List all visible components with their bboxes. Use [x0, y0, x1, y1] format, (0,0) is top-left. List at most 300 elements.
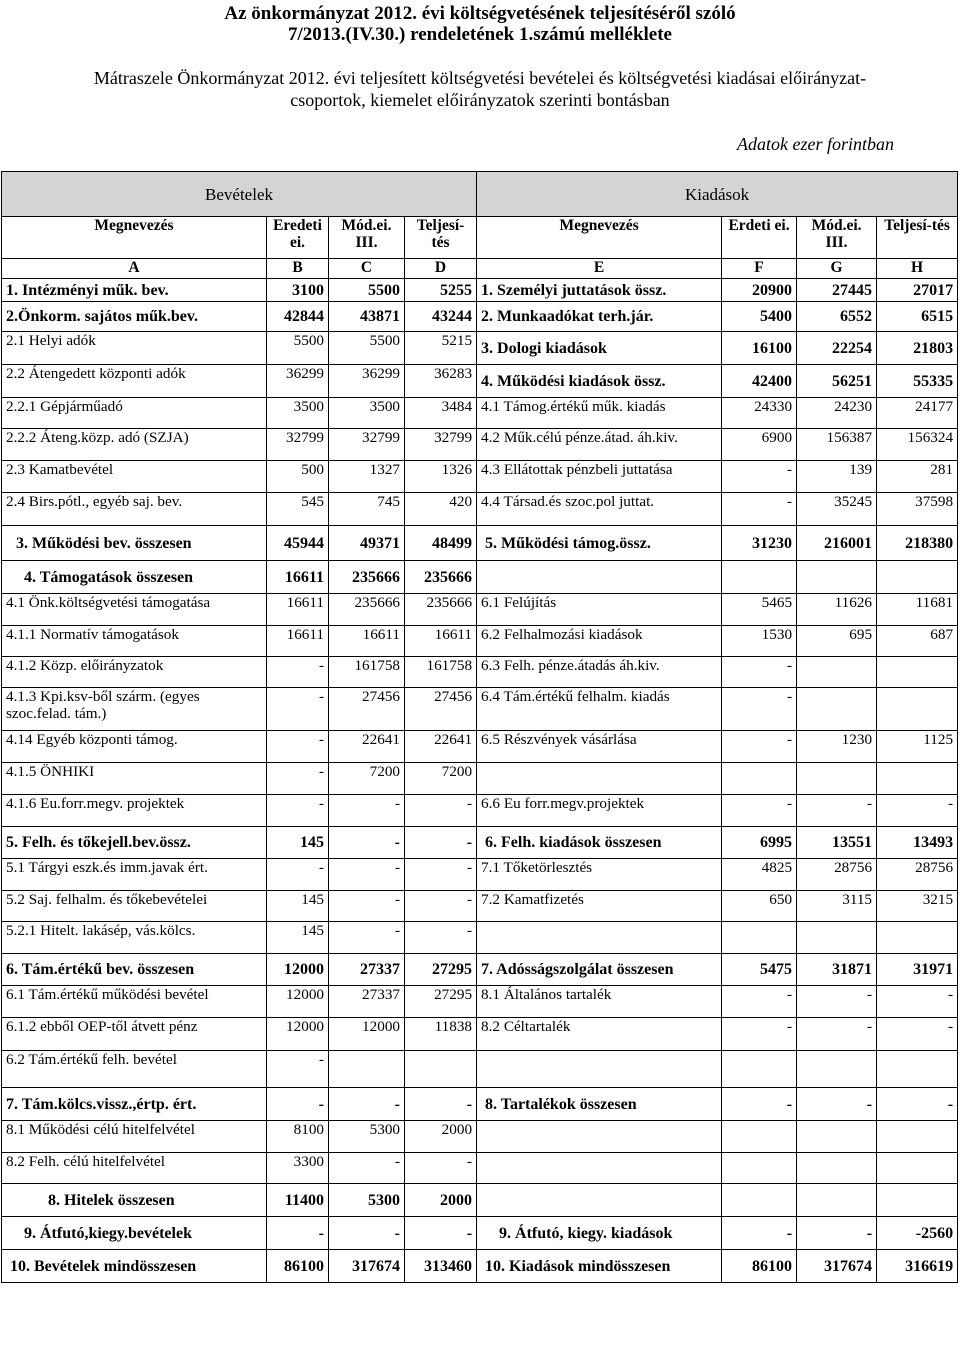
expense-original-cell: 1530: [722, 626, 797, 657]
table-row: [2, 1250, 958, 1283]
income-actual-cell: 27295: [405, 986, 477, 1018]
expense-original-cell: 5475: [722, 954, 797, 986]
expense-original-cell: -: [722, 461, 797, 493]
income-original-cell: -: [267, 688, 329, 731]
expense-name-cell: 2. Munkaadókat terh.jár.: [477, 302, 722, 332]
income-name-cell: 8.2 Felh. célú hitelfelvétel: [2, 1153, 267, 1184]
income-original-cell: 12000: [267, 954, 329, 986]
table-row: [2, 954, 958, 986]
income-original-cell: -: [267, 1217, 329, 1250]
table-row: [2, 1217, 958, 1250]
income-actual-cell: 1326: [405, 461, 477, 493]
income-actual-cell: 420: [405, 493, 477, 526]
income-original-cell: 145: [267, 891, 329, 922]
expense-modified-cell: [797, 561, 877, 594]
income-actual-cell: 161758: [405, 657, 477, 688]
expense-original-cell: [722, 561, 797, 594]
expense-actual-cell: -: [877, 795, 958, 827]
expense-actual-cell: 156324: [877, 429, 958, 461]
income-actual-cell: -: [405, 891, 477, 922]
expense-original-cell: 86100: [722, 1250, 797, 1283]
income-original-cell: 545: [267, 493, 329, 526]
expense-original-cell: -: [722, 657, 797, 688]
expense-actual-cell: 31971: [877, 954, 958, 986]
expense-name-cell: 7.2 Kamatfizetés: [477, 891, 722, 922]
expense-actual-cell: -2560: [877, 1217, 958, 1250]
expense-original-cell: 16100: [722, 332, 797, 365]
expense-original-cell: 24330: [722, 398, 797, 429]
income-actual-cell: 5215: [405, 332, 477, 365]
col-header-modified-expense: Mód.ei. III.: [797, 217, 877, 259]
expense-original-cell: [722, 1184, 797, 1217]
income-name-cell: 2.2 Átengedett központi adók: [2, 365, 267, 398]
income-original-cell: 42844: [267, 302, 329, 332]
expense-original-cell: -: [722, 493, 797, 526]
expense-original-cell: [722, 1051, 797, 1088]
income-name-cell: 9. Átfutó,kiegy.bevételek: [2, 1217, 267, 1250]
income-name-cell: 5. Felh. és tőkejell.bev.össz.: [2, 827, 267, 859]
income-original-cell: 16611: [267, 594, 329, 626]
table-row: [2, 429, 958, 461]
expense-modified-cell: 27445: [797, 279, 877, 302]
expense-modified-cell: 11626: [797, 594, 877, 626]
expense-original-cell: -: [722, 1088, 797, 1121]
expense-actual-cell: 281: [877, 461, 958, 493]
income-original-cell: 16611: [267, 626, 329, 657]
expense-name-cell: 6.3 Felh. pénze.átadás áh.kiv.: [477, 657, 722, 688]
income-name-cell: 4.1.1 Normatív támogatások: [2, 626, 267, 657]
income-original-cell: -: [267, 859, 329, 891]
income-modified-cell: 27337: [329, 954, 405, 986]
expense-original-cell: 20900: [722, 279, 797, 302]
income-name-cell: 4.1.2 Közp. előirányzatok: [2, 657, 267, 688]
table-row: [2, 332, 958, 365]
expense-name-cell: [477, 922, 722, 954]
col-header-actual-expense: Teljesí-tés: [877, 217, 958, 259]
expense-name-cell: [477, 1051, 722, 1088]
income-actual-cell: 27295: [405, 954, 477, 986]
expense-modified-cell: -: [797, 1088, 877, 1121]
income-original-cell: -: [267, 657, 329, 688]
expense-actual-cell: [877, 763, 958, 795]
income-modified-cell: 49371: [329, 526, 405, 561]
table-row: [2, 763, 958, 795]
expense-name-cell: 5. Működési támog.össz.: [477, 526, 722, 561]
expense-modified-cell: [797, 763, 877, 795]
expense-name-cell: 6.2 Felhalmozási kiadások: [477, 626, 722, 657]
expense-original-cell: -: [722, 731, 797, 763]
table-row: [2, 986, 958, 1018]
table-row: [2, 922, 958, 954]
table-row: [2, 731, 958, 763]
income-actual-cell: -: [405, 1088, 477, 1121]
expense-actual-cell: 13493: [877, 827, 958, 859]
col-header-name-income: Megnevezés: [2, 217, 267, 259]
expense-actual-cell: 316619: [877, 1250, 958, 1283]
income-original-cell: 3300: [267, 1153, 329, 1184]
income-modified-cell: 161758: [329, 657, 405, 688]
col-letter: D: [405, 259, 477, 279]
expense-actual-cell: [877, 1121, 958, 1153]
income-name-cell: 2.4 Birs.pótl., egyéb saj. bev.: [2, 493, 267, 526]
expense-original-cell: [722, 922, 797, 954]
table-row: [2, 626, 958, 657]
income-original-cell: 36299: [267, 365, 329, 398]
income-name-cell: 4.1 Önk.költségvetési támogatása: [2, 594, 267, 626]
income-original-cell: 145: [267, 827, 329, 859]
expense-modified-cell: 6552: [797, 302, 877, 332]
table-row: [2, 1184, 958, 1217]
income-actual-cell: [405, 1051, 477, 1088]
income-original-cell: 11400: [267, 1184, 329, 1217]
income-modified-cell: 36299: [329, 365, 405, 398]
income-original-cell: 32799: [267, 429, 329, 461]
income-name-cell: 5.2.1 Hitelt. lakásép, vás.kölcs.: [2, 922, 267, 954]
table-row: [2, 859, 958, 891]
expense-actual-cell: [877, 922, 958, 954]
expense-original-cell: [722, 1153, 797, 1184]
expense-modified-cell: 695: [797, 626, 877, 657]
income-modified-cell: 22641: [329, 731, 405, 763]
income-actual-cell: 235666: [405, 594, 477, 626]
expense-modified-cell: 24230: [797, 398, 877, 429]
col-letter: A: [2, 259, 267, 279]
income-modified-cell: -: [329, 1217, 405, 1250]
income-name-cell: 2.1 Helyi adók: [2, 332, 267, 365]
expense-modified-cell: 1230: [797, 731, 877, 763]
income-original-cell: 8100: [267, 1121, 329, 1153]
expense-modified-cell: 28756: [797, 859, 877, 891]
column-letter-row: [2, 259, 958, 279]
expense-name-cell: 8. Tartalékok összesen: [477, 1088, 722, 1121]
expense-name-cell: 4.1 Támog.értékű műk. kiadás: [477, 398, 722, 429]
expense-original-cell: -: [722, 986, 797, 1018]
document-subtitle-line-2: csoportok, kiemelet előirányzatok szerinti bontásban: [290, 90, 670, 110]
expense-actual-cell: 28756: [877, 859, 958, 891]
expense-section-label: Kiadások: [477, 172, 958, 217]
income-original-cell: 3500: [267, 398, 329, 429]
table-row: [2, 493, 958, 526]
expense-original-cell: 31230: [722, 526, 797, 561]
col-header-actual: Teljesí-tés: [405, 217, 477, 259]
expense-name-cell: [477, 1184, 722, 1217]
income-original-cell: -: [267, 763, 329, 795]
expense-modified-cell: -: [797, 986, 877, 1018]
income-modified-cell: 317674: [329, 1250, 405, 1283]
expense-name-cell: 7.1 Tőketörlesztés: [477, 859, 722, 891]
budget-table: [1, 171, 958, 1283]
expense-modified-cell: [797, 657, 877, 688]
income-modified-cell: 5500: [329, 279, 405, 302]
expense-modified-cell: 56251: [797, 365, 877, 398]
income-original-cell: 145: [267, 922, 329, 954]
expense-modified-cell: -: [797, 795, 877, 827]
expense-actual-cell: [877, 1184, 958, 1217]
expense-actual-cell: -: [877, 1088, 958, 1121]
expense-actual-cell: -: [877, 1018, 958, 1051]
expense-original-cell: -: [722, 688, 797, 731]
expense-name-cell: 6.5 Részvények vásárlása: [477, 731, 722, 763]
unit-note: Adatok ezer forintban: [737, 134, 894, 154]
income-actual-cell: 313460: [405, 1250, 477, 1283]
income-original-cell: 3100: [267, 279, 329, 302]
income-modified-cell: 5500: [329, 332, 405, 365]
income-modified-cell: [329, 1051, 405, 1088]
income-name-cell: 6.1.2 ebből OEP-től átvett pénz: [2, 1018, 267, 1051]
income-actual-cell: 32799: [405, 429, 477, 461]
col-header-name-expense: Megnevezés: [477, 217, 722, 259]
table-row: [2, 827, 958, 859]
document-title-line-2: 7/2013.(IV.30.) rendeletének 1.számú melléklete: [288, 24, 672, 45]
col-letter: H: [877, 259, 958, 279]
income-modified-cell: 5300: [329, 1121, 405, 1153]
expense-modified-cell: [797, 1153, 877, 1184]
income-modified-cell: 32799: [329, 429, 405, 461]
expense-name-cell: 4.2 Műk.célú pénze.átad. áh.kiv.: [477, 429, 722, 461]
income-name-cell: 7. Tám.kölcs.vissz.,értp. ért.: [2, 1088, 267, 1121]
expense-name-cell: 8.2 Céltartalék: [477, 1018, 722, 1051]
income-name-cell: 2.3 Kamatbevétel: [2, 461, 267, 493]
table-row: [2, 561, 958, 594]
income-actual-cell: 2000: [405, 1184, 477, 1217]
expense-name-cell: 8.1 Általános tartalék: [477, 986, 722, 1018]
expense-original-cell: 5400: [722, 302, 797, 332]
table-row: [2, 365, 958, 398]
income-name-cell: 8.1 Működési célú hitelfelvétel: [2, 1121, 267, 1153]
expense-modified-cell: [797, 1184, 877, 1217]
expense-original-cell: 42400: [722, 365, 797, 398]
expense-name-cell: 6. Felh. kiadások összesen: [477, 827, 722, 859]
income-modified-cell: -: [329, 1088, 405, 1121]
expense-name-cell: 6.4 Tám.értékű felhalm. kiadás: [477, 688, 722, 731]
expense-name-cell: [477, 1153, 722, 1184]
income-original-cell: 86100: [267, 1250, 329, 1283]
expense-modified-cell: 156387: [797, 429, 877, 461]
income-modified-cell: 235666: [329, 594, 405, 626]
expense-modified-cell: [797, 688, 877, 731]
expense-actual-cell: 3215: [877, 891, 958, 922]
expense-original-cell: [722, 763, 797, 795]
table-row: [2, 594, 958, 626]
income-modified-cell: -: [329, 795, 405, 827]
income-actual-cell: 7200: [405, 763, 477, 795]
expense-actual-cell: 21803: [877, 332, 958, 365]
expense-name-cell: 6.1 Felújítás: [477, 594, 722, 626]
expense-actual-cell: -: [877, 986, 958, 1018]
table-row: [2, 526, 958, 561]
income-modified-cell: -: [329, 1153, 405, 1184]
expense-actual-cell: 55335: [877, 365, 958, 398]
income-actual-cell: 11838: [405, 1018, 477, 1051]
expense-actual-cell: 27017: [877, 279, 958, 302]
income-original-cell: 12000: [267, 1018, 329, 1051]
expense-original-cell: 6995: [722, 827, 797, 859]
expense-original-cell: 650: [722, 891, 797, 922]
income-actual-cell: 3484: [405, 398, 477, 429]
expense-modified-cell: [797, 1121, 877, 1153]
expense-actual-cell: [877, 1051, 958, 1088]
expense-actual-cell: 24177: [877, 398, 958, 429]
expense-name-cell: 1. Személyi juttatások össz.: [477, 279, 722, 302]
expense-original-cell: 5465: [722, 594, 797, 626]
income-modified-cell: 745: [329, 493, 405, 526]
income-section-label: Bevételek: [2, 172, 477, 217]
expense-actual-cell: [877, 688, 958, 731]
income-actual-cell: -: [405, 795, 477, 827]
income-name-cell: 10. Bevételek mindösszesen: [2, 1250, 267, 1283]
income-name-cell: 6.1 Tám.értékű működési bevétel: [2, 986, 267, 1018]
income-original-cell: -: [267, 731, 329, 763]
income-original-cell: -: [267, 1088, 329, 1121]
table-row: [2, 1121, 958, 1153]
income-name-cell: 4.1.3 Kpi.ksv-ből szárm. (egyes szoc.felad. tám.): [2, 688, 267, 731]
expense-name-cell: [477, 1121, 722, 1153]
table-row: [2, 795, 958, 827]
income-actual-cell: 2000: [405, 1121, 477, 1153]
col-header-original-expense: Erdeti ei.: [722, 217, 797, 259]
expense-actual-cell: 6515: [877, 302, 958, 332]
income-modified-cell: -: [329, 859, 405, 891]
income-name-cell: 2.2.2 Áteng.közp. adó (SZJA): [2, 429, 267, 461]
expense-name-cell: 6.6 Eu forr.megv.projektek: [477, 795, 722, 827]
income-actual-cell: -: [405, 1217, 477, 1250]
income-modified-cell: -: [329, 891, 405, 922]
expense-modified-cell: 35245: [797, 493, 877, 526]
col-letter: F: [722, 259, 797, 279]
income-name-cell: 5.2 Saj. felhalm. és tőkebevételei: [2, 891, 267, 922]
expense-name-cell: 4. Működési kiadások össz.: [477, 365, 722, 398]
expense-name-cell: 7. Adósságszolgálat összesen: [477, 954, 722, 986]
income-modified-cell: 235666: [329, 561, 405, 594]
expense-original-cell: -: [722, 1217, 797, 1250]
income-name-cell: 5.1 Tárgyi eszk.és imm.javak ért.: [2, 859, 267, 891]
expense-original-cell: -: [722, 1018, 797, 1051]
col-header-original: Eredeti ei.: [267, 217, 329, 259]
income-actual-cell: 16611: [405, 626, 477, 657]
income-name-cell: 2.Önkorm. sajátos műk.bev.: [2, 302, 267, 332]
table-row: [2, 398, 958, 429]
expense-actual-cell: 687: [877, 626, 958, 657]
income-actual-cell: 43244: [405, 302, 477, 332]
income-original-cell: 45944: [267, 526, 329, 561]
income-actual-cell: -: [405, 922, 477, 954]
expense-original-cell: 4825: [722, 859, 797, 891]
income-name-cell: 8. Hitelek összesen: [2, 1184, 267, 1217]
income-original-cell: 16611: [267, 561, 329, 594]
income-modified-cell: -: [329, 922, 405, 954]
expense-modified-cell: 13551: [797, 827, 877, 859]
income-name-cell: 3. Működési bev. összesen: [2, 526, 267, 561]
income-original-cell: 500: [267, 461, 329, 493]
income-modified-cell: 5300: [329, 1184, 405, 1217]
expense-modified-cell: 22254: [797, 332, 877, 365]
income-modified-cell: 1327: [329, 461, 405, 493]
expense-name-cell: 3. Dologi kiadások: [477, 332, 722, 365]
income-modified-cell: -: [329, 827, 405, 859]
income-modified-cell: 43871: [329, 302, 405, 332]
income-modified-cell: 3500: [329, 398, 405, 429]
document-subtitle-line-1: Mátraszele Önkormányzat 2012. évi teljesített költségvetési bevételei és költségvetési kiadásai előirányzat-: [93, 68, 867, 88]
expense-actual-cell: 1125: [877, 731, 958, 763]
expense-original-cell: 6900: [722, 429, 797, 461]
income-name-cell: 6.2 Tám.értékű felh. bevétel: [2, 1051, 267, 1088]
income-actual-cell: -: [405, 859, 477, 891]
table-row: [2, 461, 958, 493]
expense-name-cell: 10. Kiadások mindösszesen: [477, 1250, 722, 1283]
table-row: [2, 279, 958, 302]
income-modified-cell: 16611: [329, 626, 405, 657]
table-row: [2, 891, 958, 922]
expense-original-cell: [722, 1121, 797, 1153]
expense-actual-cell: 11681: [877, 594, 958, 626]
expense-actual-cell: [877, 561, 958, 594]
income-original-cell: -: [267, 795, 329, 827]
income-actual-cell: 22641: [405, 731, 477, 763]
income-actual-cell: 5255: [405, 279, 477, 302]
income-actual-cell: -: [405, 1153, 477, 1184]
expense-modified-cell: 317674: [797, 1250, 877, 1283]
expense-modified-cell: 31871: [797, 954, 877, 986]
expense-name-cell: [477, 561, 722, 594]
income-modified-cell: 27456: [329, 688, 405, 731]
income-name-cell: 1. Intézményi műk. bev.: [2, 279, 267, 302]
income-name-cell: 2.2.1 Gépjárműadó: [2, 398, 267, 429]
expense-name-cell: 9. Átfutó, kiegy. kiadások: [477, 1217, 722, 1250]
income-modified-cell: 12000: [329, 1018, 405, 1051]
expense-name-cell: 4.3 Ellátottak pénzbeli juttatása: [477, 461, 722, 493]
income-original-cell: 12000: [267, 986, 329, 1018]
income-actual-cell: 235666: [405, 561, 477, 594]
expense-name-cell: 4.4 Társad.és szoc.pol juttat.: [477, 493, 722, 526]
income-name-cell: 4.1.6 Eu.forr.megv. projektek: [2, 795, 267, 827]
income-name-cell: 4.14 Egyéb központi támog.: [2, 731, 267, 763]
document-title-line-1: Az önkormányzat 2012. évi költségvetésének teljesítéséről szóló: [224, 3, 736, 24]
expense-actual-cell: 218380: [877, 526, 958, 561]
income-actual-cell: 27456: [405, 688, 477, 731]
expense-modified-cell: 3115: [797, 891, 877, 922]
table-row: [2, 1018, 958, 1051]
expense-original-cell: -: [722, 795, 797, 827]
income-original-cell: 5500: [267, 332, 329, 365]
income-original-cell: -: [267, 1051, 329, 1088]
table-row: [2, 688, 958, 731]
expense-modified-cell: -: [797, 1217, 877, 1250]
table-row: [2, 657, 958, 688]
expense-modified-cell: 216001: [797, 526, 877, 561]
expense-actual-cell: [877, 657, 958, 688]
section-header-row: [2, 172, 958, 217]
expense-name-cell: [477, 763, 722, 795]
expense-modified-cell: [797, 1051, 877, 1088]
income-modified-cell: 27337: [329, 986, 405, 1018]
column-header-row: [2, 217, 958, 259]
table-row: [2, 1153, 958, 1184]
income-name-cell: 4. Támogatások összesen: [2, 561, 267, 594]
table-row: [2, 1088, 958, 1121]
col-letter: G: [797, 259, 877, 279]
income-actual-cell: 48499: [405, 526, 477, 561]
col-letter: C: [329, 259, 405, 279]
expense-modified-cell: -: [797, 1018, 877, 1051]
col-letter: B: [267, 259, 329, 279]
expense-actual-cell: [877, 1153, 958, 1184]
col-header-modified: Mód.ei. III.: [329, 217, 405, 259]
income-actual-cell: -: [405, 827, 477, 859]
table-row: [2, 302, 958, 332]
income-name-cell: 4.1.5 ÖNHIKI: [2, 763, 267, 795]
expense-modified-cell: [797, 922, 877, 954]
expense-modified-cell: 139: [797, 461, 877, 493]
